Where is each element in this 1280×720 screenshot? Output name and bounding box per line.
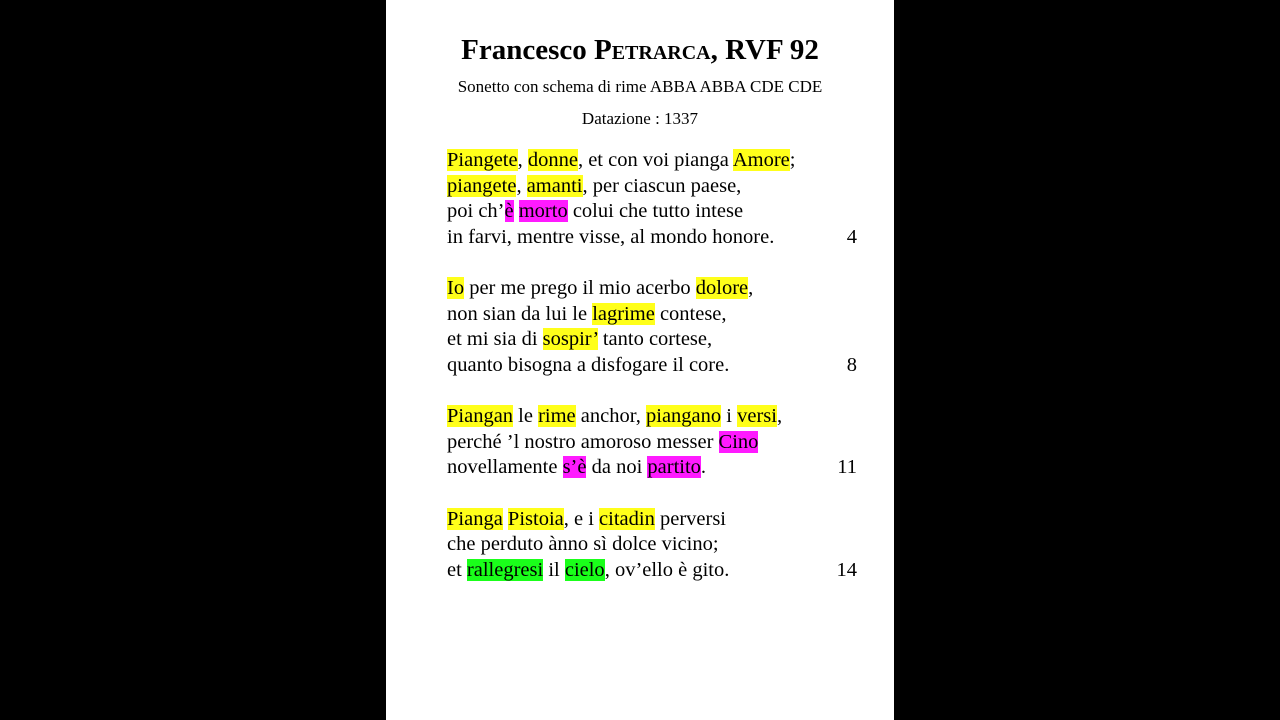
highlighted-word: citadin — [599, 507, 655, 530]
verse-text: tanto cortese, — [597, 328, 713, 350]
highlighted-word: cielo — [564, 558, 605, 581]
highlighted-word: amanti — [526, 174, 583, 197]
verse-line — [447, 532, 877, 558]
title-reference: , RVF 92 — [710, 34, 819, 66]
verse-line — [447, 507, 877, 533]
document-page — [386, 0, 894, 720]
highlighted-word: Piangan — [447, 405, 514, 427]
line-number: 8 — [846, 353, 857, 376]
verse-line — [447, 558, 877, 584]
line-number: 11 — [837, 456, 857, 478]
verse-line — [447, 353, 877, 379]
highlighted-word: Piangete — [447, 149, 518, 171]
verse-text: perversi — [654, 507, 726, 530]
verse-text: colui che tutto intese — [567, 200, 744, 222]
verse-text: . — [700, 456, 707, 478]
highlighted-word: dolore — [695, 277, 749, 299]
highlighted-word: piangano — [646, 405, 722, 427]
verse-text: novellamente — [447, 456, 563, 478]
verse-line — [447, 225, 877, 251]
verse-text: , — [748, 277, 754, 299]
highlighted-word: partito — [647, 456, 701, 478]
highlighted-word: Pianga — [447, 507, 503, 530]
highlighted-word: sospir’ — [542, 328, 598, 350]
highlighted-word: morto — [518, 200, 568, 222]
highlighted-word: lagrime — [592, 302, 655, 325]
verse-text: et mi sia di — [447, 328, 543, 350]
highlighted-word: s’è — [562, 456, 587, 478]
highlighted-word: Io — [447, 277, 465, 299]
verse-text: et — [447, 558, 467, 581]
verse-text: il — [543, 558, 565, 581]
highlighted-word: rime — [538, 405, 576, 427]
verse-text: , — [516, 174, 527, 197]
verse-text: , ov’ello è gito. — [604, 558, 730, 581]
verse-text: perché ’l nostro amoroso messer — [447, 430, 719, 453]
verse-text: da noi — [586, 456, 648, 478]
rhyme-scheme-subtitle: Sonetto con schema di rime ABBA ABBA CDE CDE — [457, 77, 823, 96]
verse-line — [447, 174, 877, 200]
verse-line — [447, 455, 877, 481]
verse-text: ; — [789, 149, 796, 171]
verse-text: quanto bisogna a disfogare il core. — [447, 353, 730, 376]
highlighted-word: Pistoia — [507, 507, 564, 530]
verse-line — [447, 276, 877, 302]
verse-text — [514, 200, 519, 222]
highlighted-word: è — [504, 200, 514, 222]
verse-line — [447, 148, 877, 174]
highlighted-word: piangete — [447, 174, 517, 197]
stanza — [447, 404, 877, 481]
verse-line — [447, 430, 877, 456]
verse-text: in farvi, mentre visse, al mondo honore. — [447, 225, 775, 248]
verse-text: poi ch’ — [447, 200, 505, 222]
verse-line — [447, 327, 877, 353]
verse-line — [447, 199, 877, 225]
verse-text: i — [721, 405, 738, 427]
verse-text: , — [776, 405, 783, 427]
verse-text: che perduto ànno sì dolce vicino; — [447, 533, 719, 555]
line-number: 4 — [846, 225, 857, 248]
title-surname: Petrarca — [593, 34, 711, 66]
highlighted-word: versi — [737, 405, 777, 427]
verse-text: , et con voi pianga — [577, 149, 733, 171]
verse-text: anchor, — [575, 405, 647, 427]
poem-body — [447, 148, 877, 609]
highlighted-word: Amore — [732, 149, 790, 171]
highlighted-word: donne — [527, 149, 578, 171]
stanza — [447, 148, 877, 250]
title-first-name: Francesco — [461, 34, 594, 66]
stanza — [447, 276, 877, 378]
verse-text: , e i — [563, 507, 600, 530]
poem-title — [386, 30, 894, 70]
stanza — [447, 507, 877, 584]
verse-text: non sian da lui le — [447, 302, 593, 325]
verse-text: , — [517, 149, 528, 171]
verse-line — [447, 404, 877, 430]
line-number: 14 — [836, 558, 857, 581]
verse-text: le — [513, 405, 539, 427]
verse-line — [447, 302, 877, 328]
verse-text: , per ciascun paese, — [582, 174, 742, 197]
highlighted-word: rallegresi — [466, 558, 544, 581]
dating-line: Datazione : 1337 — [581, 109, 699, 128]
highlighted-word: Cino — [718, 430, 759, 453]
verse-text: per me prego il mio acerbo — [464, 277, 696, 299]
verse-text: contese, — [654, 302, 727, 325]
